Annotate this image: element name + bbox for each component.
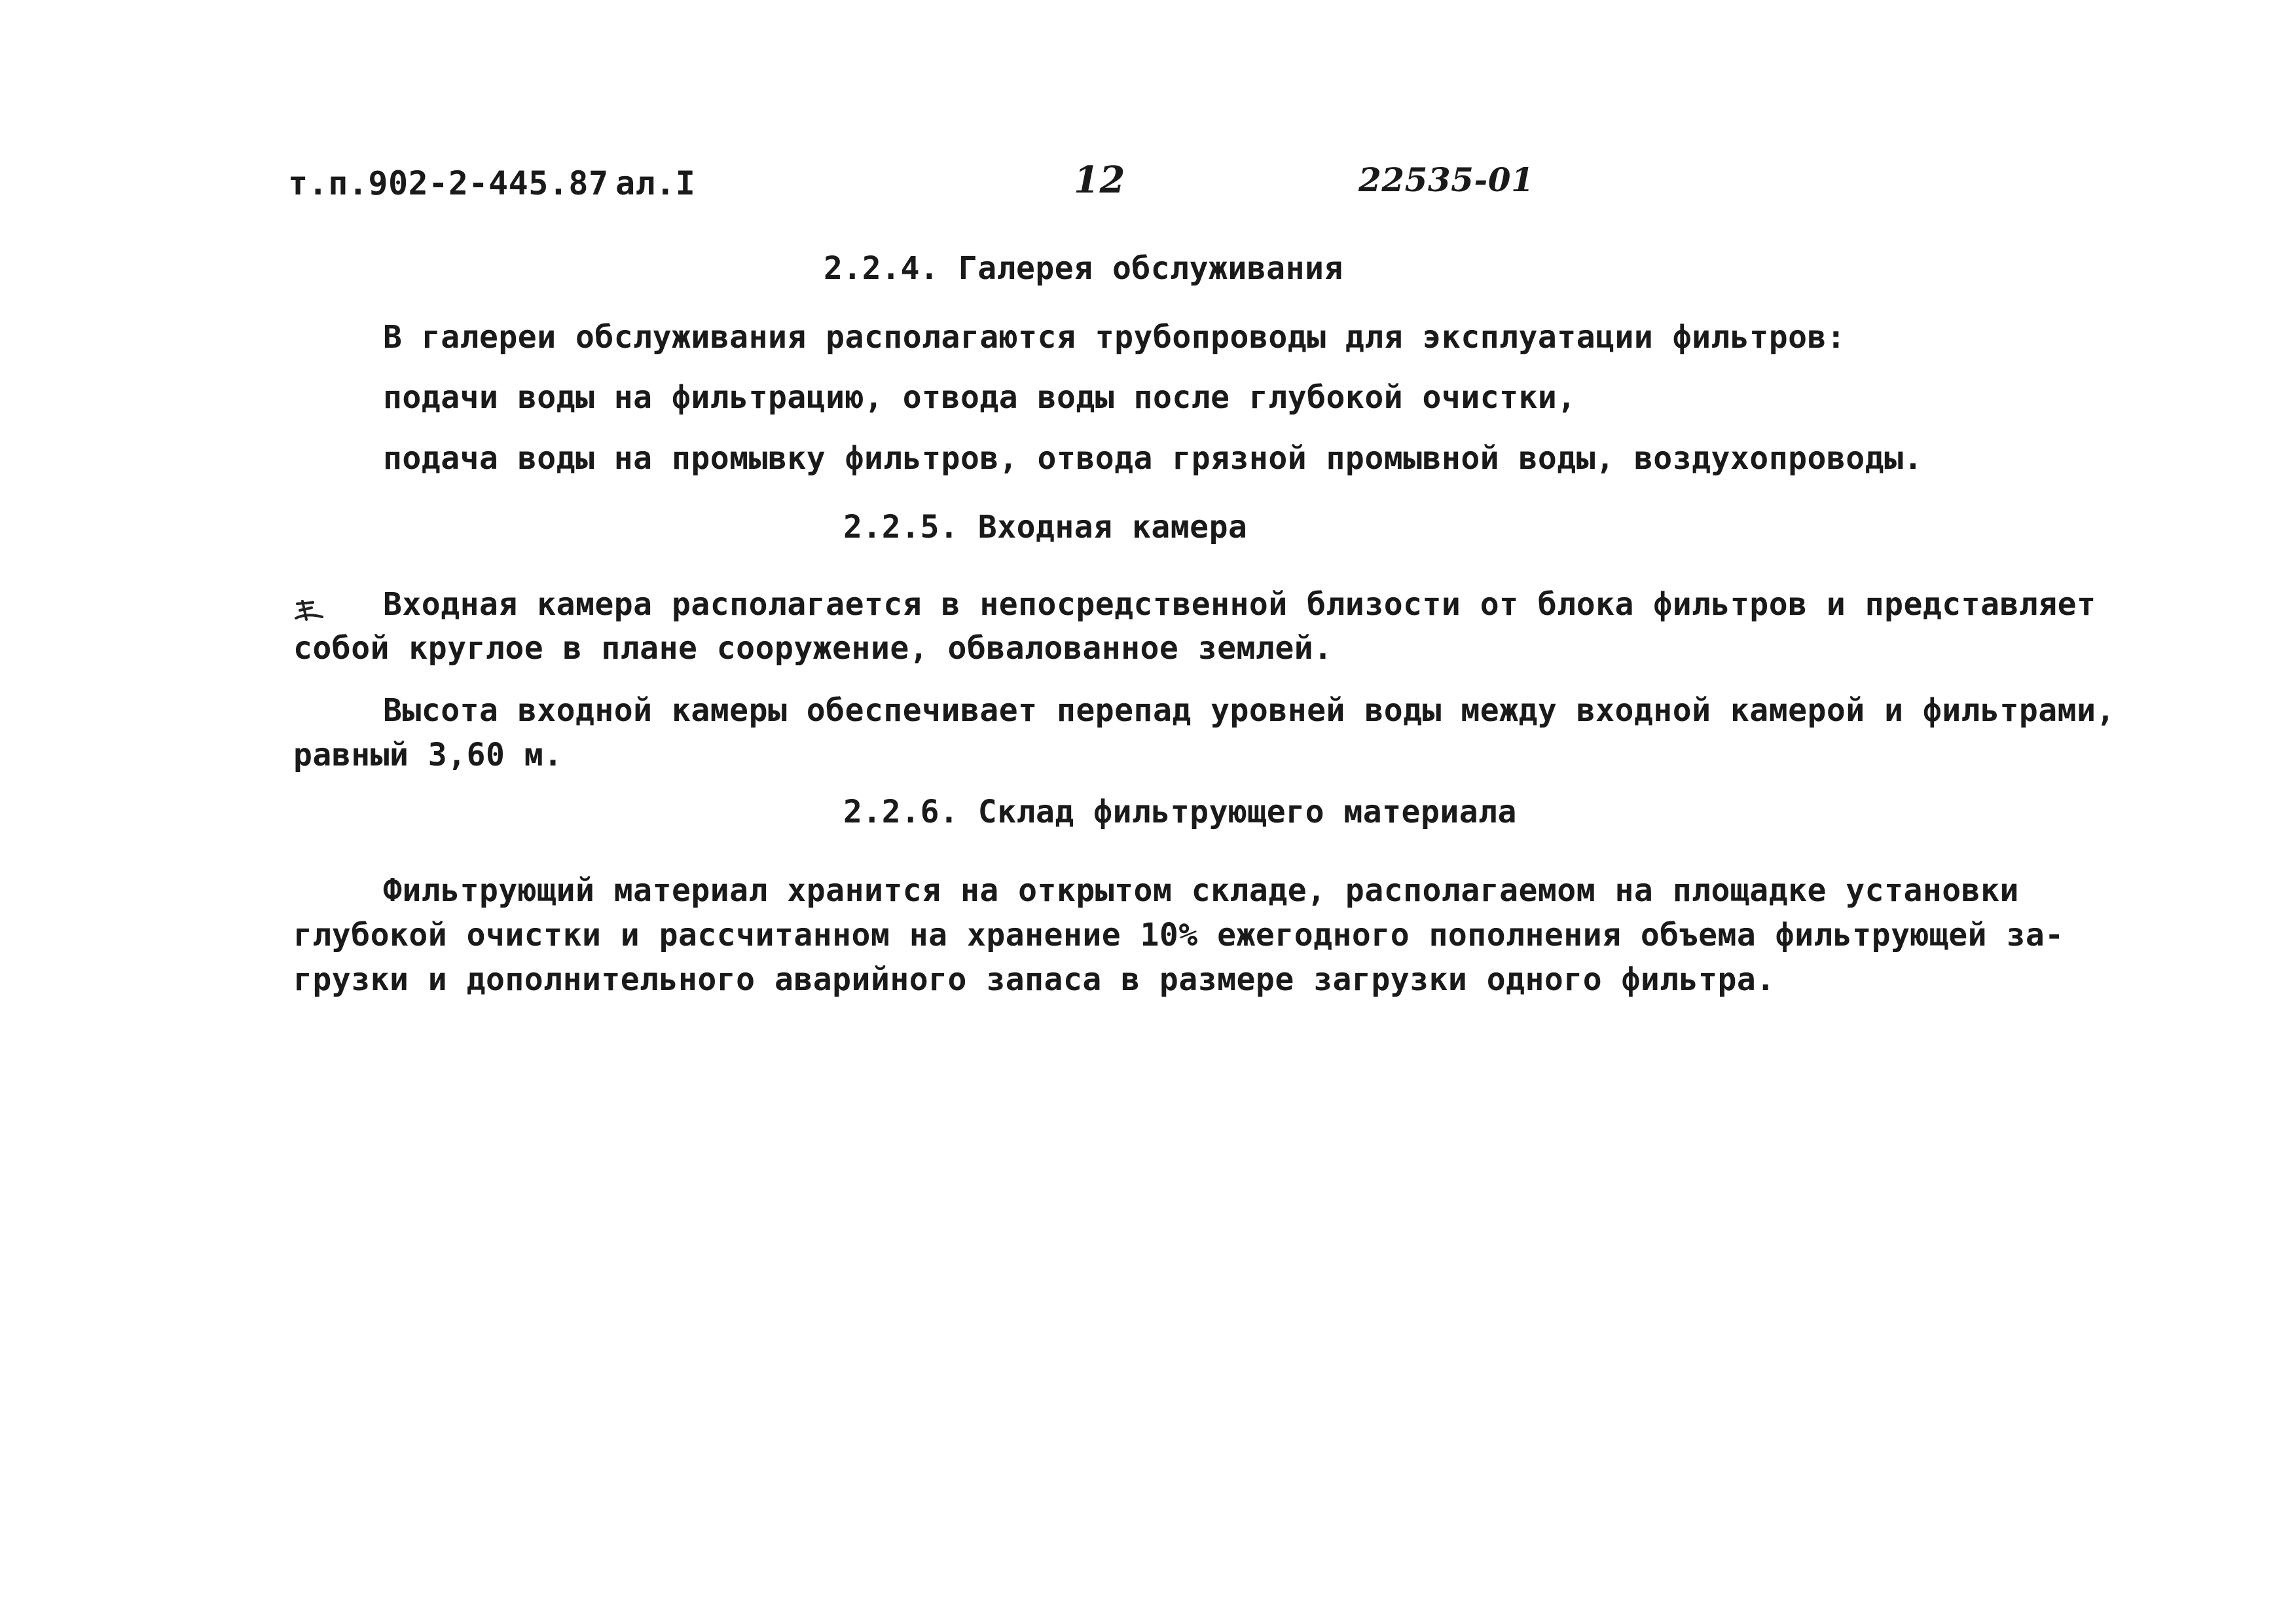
document-number: 22535-01 <box>1358 160 1535 199</box>
album-number: ал.I <box>615 164 696 202</box>
paragraph-line: подача воды на промывку фильтров, отвода грязной промывной воды, воздухопроводы. <box>383 440 1923 477</box>
paragraph-line: Высота входной камеры обеспечивает перепад уровней воды между входной камерой и фильтрами, <box>383 692 2115 729</box>
paragraph-line: Входная камера располагается в непосредственной близости от блока фильтров и представляет <box>383 586 2096 623</box>
paragraph-line: подачи воды на фильтрацию, отвода воды после глубокой очистки, <box>383 379 1576 416</box>
section-heading-inlet-chamber: 2.2.5. Входная камера <box>843 509 1248 545</box>
page-number: 12 <box>1074 158 1125 202</box>
paragraph-line: равный 3,60 м. <box>293 737 563 773</box>
paragraph-line: грузки и дополнительного аварийного запаса в размере загрузки одного фильтра. <box>293 961 1776 998</box>
paragraph-line: собой круглое в плане сооружение, обвалованное землей. <box>293 630 1333 667</box>
paragraph-line: Фильтрующий материал хранится на открытом складе, располагаемом на площадке установки <box>383 872 2019 909</box>
project-code: т.п.902-2-445.87 <box>288 164 609 202</box>
section-heading-service-gallery: 2.2.4. Галерея обслуживания <box>824 250 1343 287</box>
paragraph-line: В галереи обслуживания располагаются трубопроводы для эксплуатации фильтров: <box>383 319 1846 356</box>
section-heading-filter-material-storage: 2.2.6. Склад фильтрующего материала <box>843 794 1517 830</box>
handwritten-margin-mark-icon <box>293 597 326 623</box>
paragraph-line: глубокой очистки и рассчитанном на хранение 10% ежегодного пополнения объема фильтрующей за- <box>293 917 2064 953</box>
